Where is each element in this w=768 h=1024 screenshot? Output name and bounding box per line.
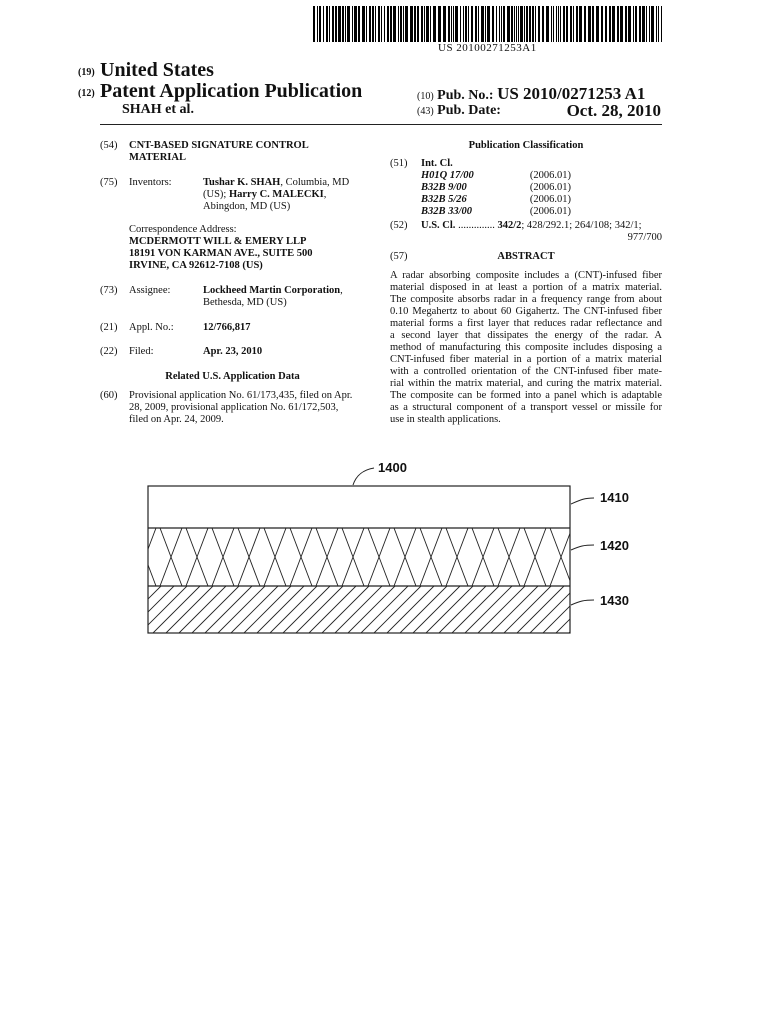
barcode-bar [433,6,436,42]
pub-class-heading: Publication Classification [468,140,584,151]
barcode-bar [542,6,544,42]
barcode-bar [573,6,574,42]
abstract-line: material disposed in at least a portion of a matrix material. [390,282,662,293]
barcode-bar [424,6,425,42]
class-year: (2006.01) [529,206,571,217]
inventor-line-3: Abingdon, MD (US) [203,201,291,212]
barcode-bar [514,6,515,42]
barcode-bar [532,6,534,42]
barcode-bar [468,6,469,42]
barcode-bar [345,6,346,42]
barcode-bar [524,6,525,42]
barcode-bar [455,6,458,42]
leader-1410 [571,498,594,504]
intcl-code: (51) [390,158,408,169]
ref-1400: 1400 [378,460,407,475]
abstract-line: rial within the matrix material, and curing the matrix material. [390,378,662,389]
barcode-bar [511,6,513,42]
barcode-bar [414,6,416,42]
class-row [421,206,571,218]
leader-1430 [571,600,594,605]
crosshatch-line [108,528,130,586]
barcode-bar [430,6,431,42]
hatch-line [101,586,148,633]
barcode-bar [635,6,637,42]
assignee-label: Assignee: [129,285,171,296]
code-19: (19) [78,67,95,78]
leader-1400 [353,468,374,485]
barcode-bar [625,6,627,42]
uscl-label: U.S. Cl. [421,220,456,231]
pub-date-label: Pub. Date: [437,103,501,118]
barcode-bar [538,6,540,42]
barcode-bar [393,6,396,42]
pub-date: Oct. 28, 2010 [566,101,661,120]
crosshatch-line [576,528,598,586]
ref-1430: 1430 [600,593,629,608]
leader-1420 [571,545,594,550]
barcode-bar [485,6,486,42]
uscl-code: (52) [390,220,408,231]
inventor-loc-2: (US); [203,189,229,200]
abstract-code: (57) [390,251,408,262]
class-year: (2006.01) [529,194,571,205]
crosshatch-line [108,528,130,586]
inventor-line-1 [203,177,349,189]
barcode-bar [342,6,344,42]
barcode-bar [516,6,517,42]
pub-type: Patent Application Publication [100,80,363,102]
crosshatch-line [576,528,598,586]
barcode-bar [649,6,650,42]
barcode-bar [335,6,337,42]
barcode-bar [556,6,557,42]
barcode-bar [546,6,549,42]
barcode-bar [520,6,523,42]
assignee-location: Bethesda, MD (US) [203,297,287,308]
barcode-bar [584,6,586,42]
assignee-name: Lockheed Martin Corporation [203,285,341,296]
inventor-loc-3: , [323,189,327,200]
class-code: B32B 33/00 [421,206,473,217]
inventors-short: SHAH et al. [122,102,194,117]
correspondence-line-1: MCDERMOTT WILL & EMERY LLP [129,236,307,247]
layer-stack-outline [148,486,570,633]
provisional-line-2: 28, 2009, provisional application No. 61/172,503, [129,402,339,413]
barcode-bar [529,6,531,42]
barcode-bar [453,6,454,42]
layer-diagram [148,460,629,637]
barcode-bar [319,6,321,42]
appl-label: Appl. No.: [129,322,174,333]
abstract-line: a second layer that dissipates the energy of the radar. A [390,330,662,341]
barcode-bar [465,6,467,42]
inventors-label: Inventors: [129,177,172,188]
header-rule [100,124,662,125]
abstract-line: with a controlled orientation of the CNT-infused fiber mate- [390,366,662,377]
barcode-bar [588,6,591,42]
abstract-line: 0.10 Megahertz to about 60 Gigahertz. The CNT-infused fiber [390,306,662,317]
barcode-bar [438,6,441,42]
assignee-line-1 [203,285,343,297]
barcode-bar [612,6,615,42]
correspondence-label: Correspondence Address: [129,224,237,235]
barcode-bar [551,6,552,42]
provisional-line-1: Provisional application No. 61/173,435, filed on Apr. [129,390,353,401]
appl-code: (21) [100,322,118,333]
barcode-bar [443,6,446,42]
uscl-dots: .............. [458,220,495,231]
abstract-line: use in stealth applications. [390,414,501,425]
pub-type-line [78,80,363,103]
barcode-bar [633,6,634,42]
barcode-bar [326,6,328,42]
barcode-bar [410,6,413,42]
barcode-bar [329,6,330,42]
barcode-bar [658,6,659,42]
barcode-bar [558,6,559,42]
class-code: H01Q 17/00 [421,170,474,181]
abstract-line: material forms a first layer that reduces radar reflectance and [390,318,662,329]
class-list [421,170,571,218]
abstract-line: The composite can be formed into a panel which is adaptable [390,390,662,401]
class-code: B32B 5/26 [421,194,467,205]
barcode-bar [576,6,578,42]
filed-label: Filed: [129,346,154,357]
ref-1420: 1420 [600,538,629,553]
barcode-bar [313,6,315,42]
barcode-bar [460,6,461,42]
barcode-bar [492,6,494,42]
abstract-line: as a structural component of a transport vessel or missile for [390,402,662,413]
barcode-bar [661,6,662,42]
barcode-bar [378,6,380,42]
barcode-bar [487,6,490,42]
pub-number: US 2010/0271253 A1 [497,84,646,103]
country-line [78,59,214,82]
title-line-1: CNT-BASED SIGNATURE CONTROL [129,140,309,151]
barcode-bar [605,6,607,42]
code-10: (10) [417,91,434,102]
assignee-code: (73) [100,285,118,296]
barcode-bar [503,6,505,42]
inventor-loc-1: , Columbia, MD [280,177,350,188]
pub-date-line [417,103,661,119]
barcode-bar [651,6,654,42]
code-12: (12) [78,88,95,99]
uscl-rest: ; 428/292.1; 264/108; 342/1; [521,220,642,231]
barcode-bar [579,6,582,42]
barcode-bar [501,6,502,42]
correspondence-line-3: IRVINE, CA 92612-7108 (US) [129,260,263,271]
barcode-bar [628,6,631,42]
barcode-bar [553,6,554,42]
barcode-bar [639,6,641,42]
title-code: (54) [100,140,118,151]
barcode-bar [317,6,318,42]
barcode-bar [354,6,357,42]
abstract-line: A radar absorbing composite includes a (CNT)-infused fiber [390,270,662,281]
barcode-bar [400,6,402,42]
barcode-bar [507,6,510,42]
uscl-line-1 [421,220,642,232]
inventor-line-2 [203,189,326,201]
barcode-bar [421,6,423,42]
barcode-bar [642,6,645,42]
hatch-line [88,586,135,633]
abstract-line: method of manufacturing this composite includes disposing a [390,342,662,353]
class-row [421,182,571,194]
class-row [421,170,571,182]
intcl-label: Int. Cl. [421,158,453,169]
inventors-code: (75) [100,177,118,188]
barcode-bar [417,6,419,42]
related-heading: Related U.S. Application Data [165,371,300,382]
barcode-bar [463,6,464,42]
barcode-bar [387,6,389,42]
barcode-bar [656,6,657,42]
barcode-bar [398,6,399,42]
barcode-bar [609,6,611,42]
barcode-bar [451,6,452,42]
barcode-bar [518,6,519,42]
barcode-bar [372,6,374,42]
barcode-bar [601,6,603,42]
barcode-bar [323,6,324,42]
barcode-bar [390,6,392,42]
barcode-bar [403,6,404,42]
barcode-bar [475,6,477,42]
title-line-2: MATERIAL [129,152,186,163]
class-year: (2006.01) [529,182,571,193]
barcode-bar [496,6,497,42]
barcode-bar [375,6,376,42]
barcode [313,6,662,42]
barcode-bar [535,6,536,42]
barcode-bar [566,6,568,42]
provisional-code: (60) [100,390,118,401]
barcode-bar [332,6,334,42]
crosshatch-line [602,528,624,586]
class-year: (2006.01) [529,170,571,181]
provisional-line-3: filed on Apr. 24, 2009. [129,414,224,425]
abstract-line: CNT-infused fiber material in a portion of a matrix material [390,354,662,365]
barcode-bar [384,6,385,42]
crosshatch-line [602,528,624,586]
uscl-main: 342/2 [497,220,522,231]
barcode-bar [471,6,473,42]
barcode-bar [646,6,647,42]
barcode-bar [448,6,450,42]
figure-1400 [148,460,629,637]
code-43: (43) [417,106,434,117]
barcode-bar [405,6,408,42]
barcode-bar [560,6,561,42]
barcode-bar [617,6,619,42]
barcode-bar [592,6,594,42]
barcode-bar [426,6,429,42]
class-code: B32B 9/00 [421,182,467,193]
uscl-line-2: 977/700 [627,232,662,243]
barcode-bar [358,6,360,42]
barcode-bar [563,6,565,42]
barcode-bar [481,6,484,42]
barcode-bar [362,6,365,42]
barcode-bar [352,6,353,42]
barcode-bar [620,6,623,42]
abstract-body [390,270,662,426]
barcode-number: US 20100271253A1 [438,42,537,54]
barcode-bar [570,6,572,42]
barcode-bar [338,6,341,42]
barcode-bar [366,6,367,42]
filed-code: (22) [100,346,118,357]
abstract-heading: ABSTRACT [497,251,555,262]
abstract-line: The composite absorbs radar in a frequency range from about [390,294,662,305]
pub-number-label: Pub. No.: [437,88,494,103]
ref-1410: 1410 [600,490,629,505]
barcode-bar [381,6,382,42]
correspondence-line-2: 18191 VON KARMAN AVE., SUITE 500 [129,248,313,259]
barcode-bar [499,6,500,42]
filed-date: Apr. 23, 2010 [203,346,263,357]
barcode-bar [369,6,371,42]
country: United States [100,59,214,81]
barcode-bar [347,6,350,42]
inventor-name-1: Tushar K. SHAH [203,177,281,188]
assignee-name-punct: , [340,285,343,296]
inventor-name-2: Harry C. MALECKI [228,189,324,200]
class-row [421,194,571,206]
barcode-bar [526,6,528,42]
barcode-bar [478,6,479,42]
appl-number: 12/766,817 [203,322,251,333]
barcode-bar [596,6,599,42]
